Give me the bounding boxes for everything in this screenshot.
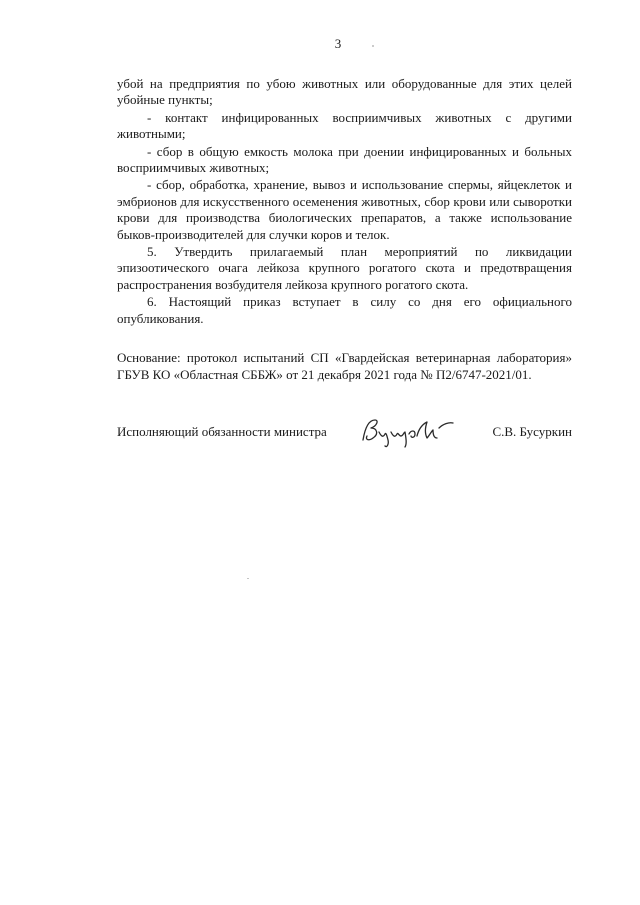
paragraph-slaughter: убой на предприятия по убою животных или оборудованные для этих целей убойные пункты;	[117, 76, 572, 108]
paragraph-milk: - сбор в общую емкость молока при доении инфицированных и больных восприимчивых животных;	[117, 143, 572, 176]
paragraph-item-5: 5. Утвердить прилагаемый план мероприятий по ликвидации эпизоотического очага лейкоза крупного рогатого скота и предотвращения распространения возбудителя лейкоза крупного рогатого скота.	[117, 244, 572, 292]
document-body	[117, 76, 572, 384]
signature-block	[117, 420, 572, 450]
page-number: 3	[334, 36, 342, 51]
paragraph-sperm: - сбор, обработка, хранение, вывоз и использование спермы, яйцеклеток и эмбрионов для искусственного осеменения животных, сбор крови или сыворотки крови для производства биологических препаратов, а также использование быков-производителей для случки коров и телок.	[117, 177, 572, 242]
paragraph-item-6: 6. Настоящий приказ вступает в силу со дня его официального опубликования.	[117, 294, 572, 326]
signatory-name: С.В. Бусуркин	[492, 424, 572, 439]
scan-speck	[372, 45, 374, 47]
signatory-title: Исполняющий обязанности министра	[117, 424, 327, 439]
handwritten-signature	[357, 414, 457, 454]
paragraph-contact: - контакт инфицированных восприимчивых животных с другими животными;	[117, 109, 572, 142]
scan-speck	[247, 578, 249, 579]
signature-icon	[357, 414, 457, 450]
basis-paragraph: Основание: протокол испытаний СП «Гвардейская ветеринарная лаборатория» ГБУВ КО «Областная СББЖ» от 21 декабря 2021 года № П2/6747-2021/01.	[117, 350, 572, 382]
